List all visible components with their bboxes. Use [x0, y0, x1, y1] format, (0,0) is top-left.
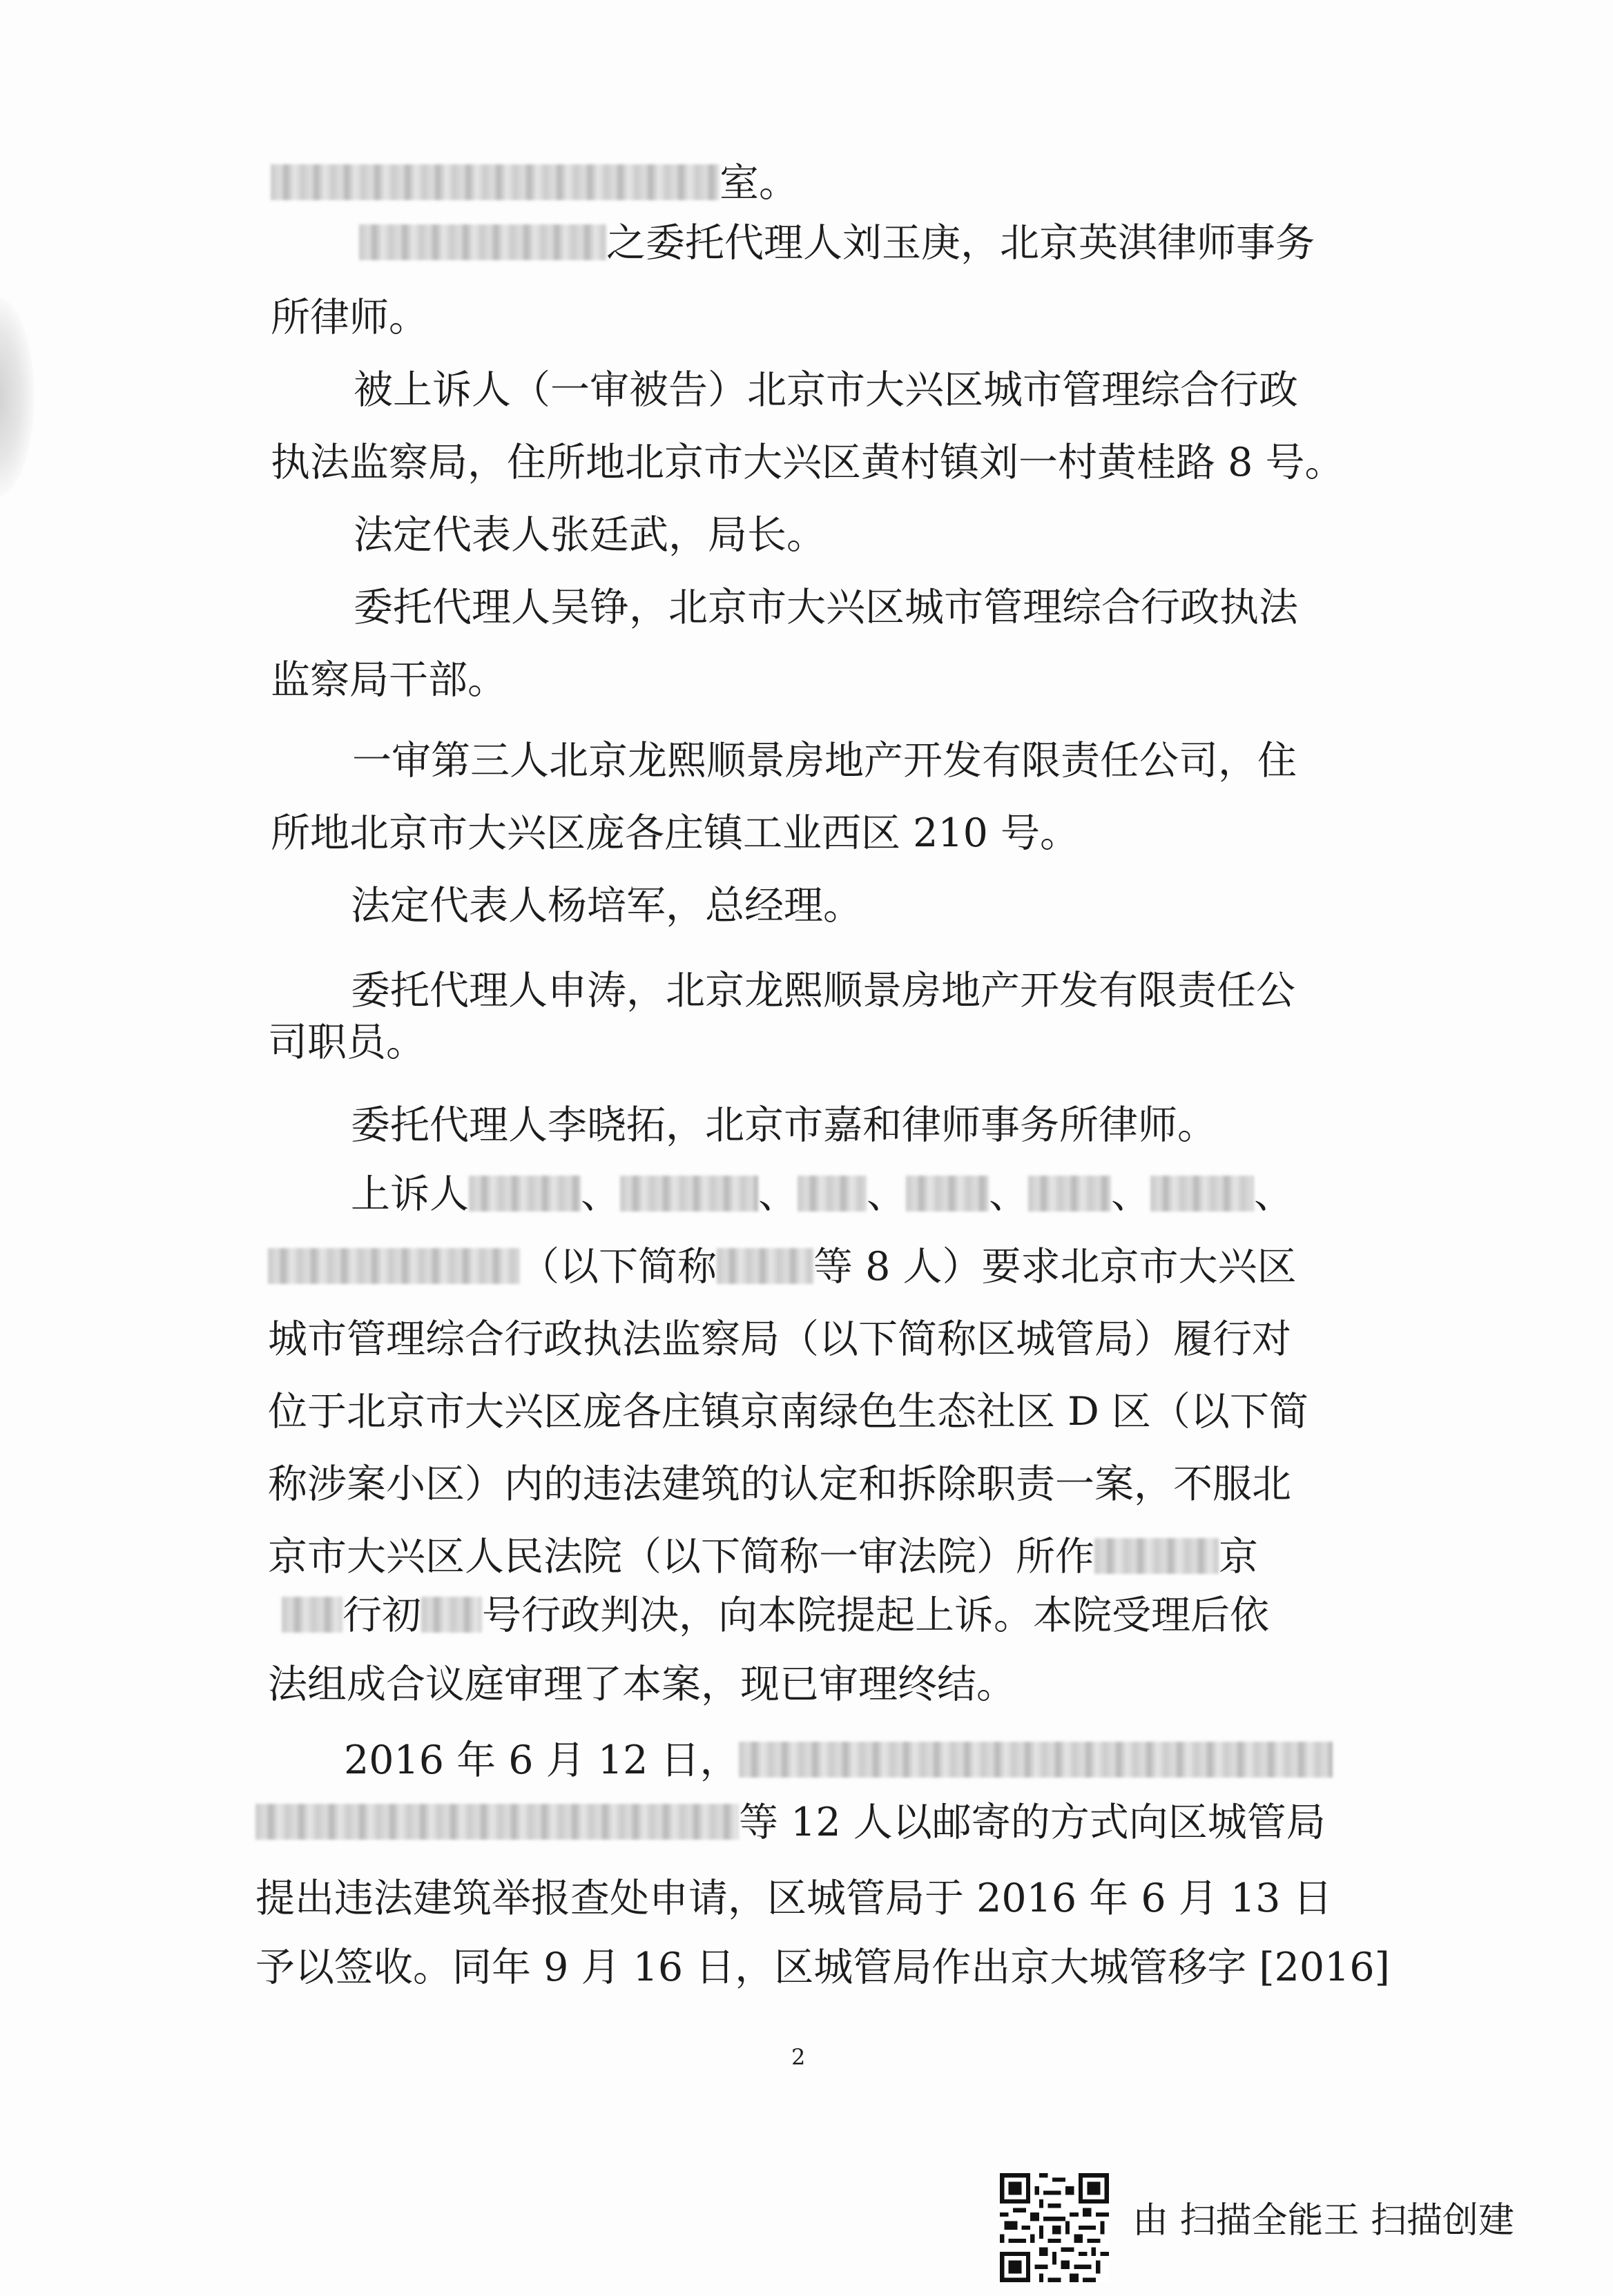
text-line-17: 城市管理综合行政执法监察局（以下简称区城管局）履行对 [268, 1316, 1291, 1362]
redacted-text [282, 1597, 342, 1633]
text-line-24: 等 12 人以邮寄的方式向区城管局 [255, 1795, 1326, 1850]
text-line-5: 执法监察局，住所地北京市大兴区黄村镇刘一村黄桂路 8 号。 [271, 440, 1344, 485]
text-line-1: 室。 [271, 155, 798, 211]
redacted-text [421, 1597, 482, 1633]
redacted-text [717, 1248, 813, 1284]
text-line-16: （以下简称 等 8 人）要求北京市大兴区 [268, 1239, 1297, 1294]
redacted-text [1028, 1176, 1111, 1212]
text-line-12: 委托代理人申涛，北京龙熙顺景房地产开发有限责任公 [351, 968, 1295, 1013]
text-line-4: 被上诉人（一审被告）北京市大兴区城市管理综合行政 [354, 367, 1298, 413]
text-line-11: 法定代表人杨培军，总经理。 [351, 883, 862, 928]
redacted-text [739, 1742, 1333, 1778]
redacted-text [268, 1248, 520, 1284]
text-line-13: 司职员。 [268, 1020, 425, 1065]
text-line-15: 上诉人 、 、 、 、 、 、 [351, 1171, 1293, 1217]
redacted-text [620, 1176, 758, 1212]
text-line-19: 称涉案小区）内的违法建筑的认定和拆除职责一案，不服北 [268, 1461, 1291, 1507]
text-line-18: 位于北京市大兴区庞各庄镇京南绿色生态社区 D 区（以下简 [268, 1389, 1308, 1434]
text-line-20: 京市大兴区人民法院（以下简称一审法院）所作 京 [268, 1534, 1258, 1579]
text-line-2: 之委托代理人刘玉庚，北京英淇律师事务 [359, 215, 1315, 271]
redacted-text [359, 224, 606, 260]
text-line-7: 委托代理人吴铮，北京市大兴区城市管理综合行政执法 [354, 585, 1298, 630]
redacted-text [255, 1804, 739, 1840]
redacted-text [1094, 1538, 1219, 1574]
text-line-10: 所地北京市大兴区庞各庄镇工业西区 210 号。 [271, 810, 1080, 856]
text-line-9: 一审第三人北京龙熙顺景房地产开发有限责任公司，住 [352, 738, 1297, 784]
page-number: 2 [791, 2044, 806, 2070]
text-line-14: 委托代理人李晓拓，北京市嘉和律师事务所律师。 [351, 1102, 1217, 1148]
redacted-text [271, 164, 719, 200]
text-line-26: 予以签收。同年 9 月 16 日，区城管局作出京大城管移字 [2016] [255, 1945, 1390, 1990]
redacted-text [906, 1176, 989, 1212]
scanner-watermark-text: 由 扫描全能王 扫描创建 [1132, 2200, 1515, 2241]
redacted-text [1150, 1176, 1254, 1212]
text-line-6: 法定代表人张廷武，局长。 [354, 512, 826, 558]
text-line-23: 2016 年 6 月 12 日， [344, 1733, 1333, 1788]
redacted-text [469, 1176, 581, 1212]
redacted-text [798, 1176, 867, 1212]
text-line-22: 法组成合议庭审理了本案，现已审理终结。 [268, 1662, 1016, 1707]
text-line-21: 行初 号行政判决，向本院提起上诉。本院受理后依 [282, 1588, 1269, 1643]
qr-code-icon [1000, 2173, 1109, 2282]
text-line-25: 提出违法建筑举报查处申请，区城管局于 2016 年 6 月 13 日 [255, 1876, 1333, 1921]
text-line-3: 所律师。 [271, 295, 428, 340]
text-line-8: 监察局干部。 [271, 657, 507, 703]
scan-edge-shadow [0, 297, 35, 497]
